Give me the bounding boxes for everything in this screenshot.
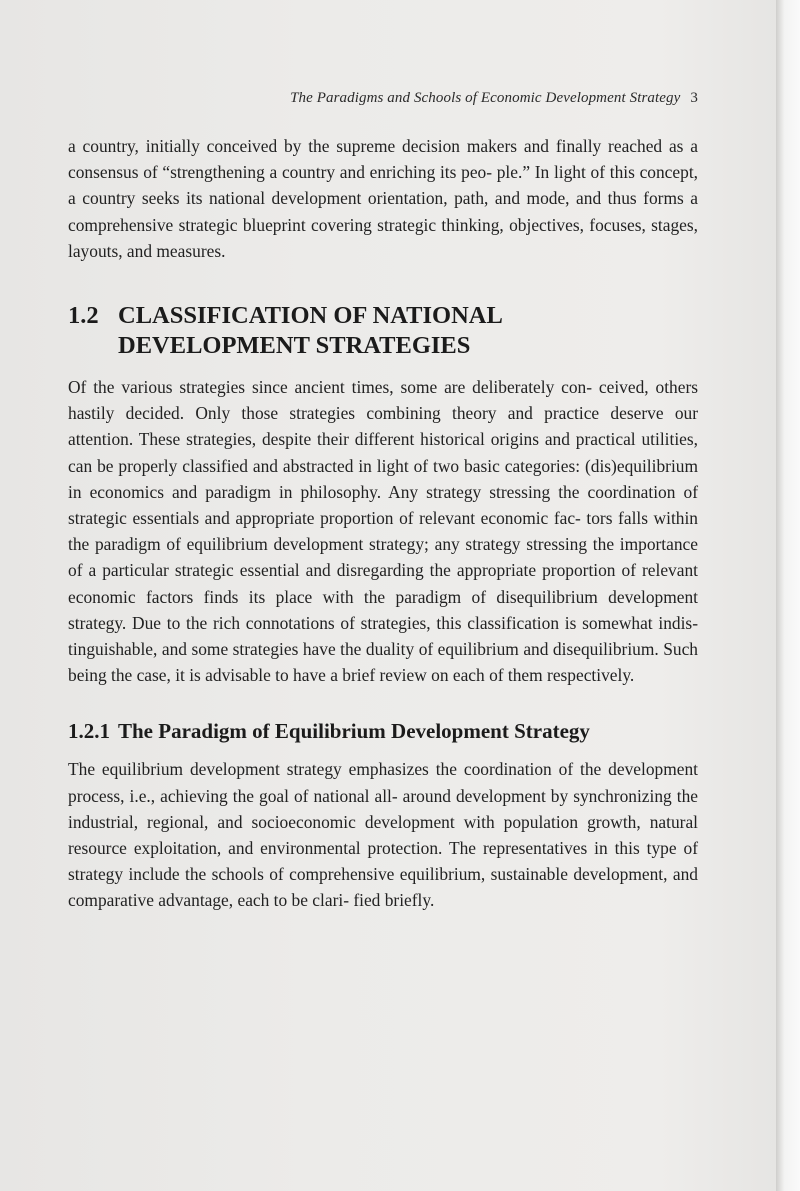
section-number: 1.2 xyxy=(68,302,99,330)
subsection-title: The Paradigm of Equilibrium Development Strategy xyxy=(118,719,590,744)
page-content xyxy=(68,133,698,914)
page-edge xyxy=(776,0,800,1191)
paragraph-intro-continued: a country, initially conceived by the supreme decision makers and finally reached as a consensus of “strengthening a country and enriching its peo- ple.” In light of this concept, a country seeks its national development orientation, path, and mode, and thus forms a comprehensive strategic blueprint covering strategic thinking, objectives, focuses, stages, layouts, and measures. xyxy=(68,136,698,261)
running-head-title: The Paradigms and Schools of Economic Development Strategy xyxy=(290,90,681,106)
page-number: 3 xyxy=(690,90,698,106)
section-heading xyxy=(68,301,698,361)
subsection-number: 1.2.1 xyxy=(68,719,110,744)
section-title: CLASSIFICATION OF NATIONAL DEVELOPMENT STRATEGIES xyxy=(118,302,502,360)
subsection-heading xyxy=(68,717,698,745)
running-head xyxy=(68,90,698,107)
paragraph-classification: Of the various strategies since ancient times, some are deliberately con- ceived, others hastily decided. Only those strategies combining theory and practice deserve our attention. These strategies, despite their different historical origins and practical utilities, can be properly classified and abstracted in light of two basic categories: (dis)equilibrium in economics and paradigm in philosophy. Any strategy stressing the coordination of strategic essentials and appropriate proportion of relevant economic fac- tors falls within the paradigm of equilibrium development strategy; any strategy stressing the importance of a particular strategic essential and disregarding the appropriate proportion of relevant economic factors finds its place with the paradigm of disequilibrium development strategy. Due to the rich connotations of strategies, this classification is somewhat indis- tinguishable, and some strategies have the duality of equilibrium and disequilibrium. Such being the case, it is advisable to have a brief review on each of them respectively. xyxy=(68,377,698,686)
paragraph-equilibrium: The equilibrium development strategy emphasizes the coordination of the development process, i.e., achieving the goal of national all- around development by synchronizing the industrial, regional, and socioeconomic development with population growth, natural resource exploitation, and environmental protection. The representatives in this type of strategy include the schools of comprehensive equilibrium, sustainable development, and comparative advantage, each to be clari- fied briefly. xyxy=(68,759,698,911)
